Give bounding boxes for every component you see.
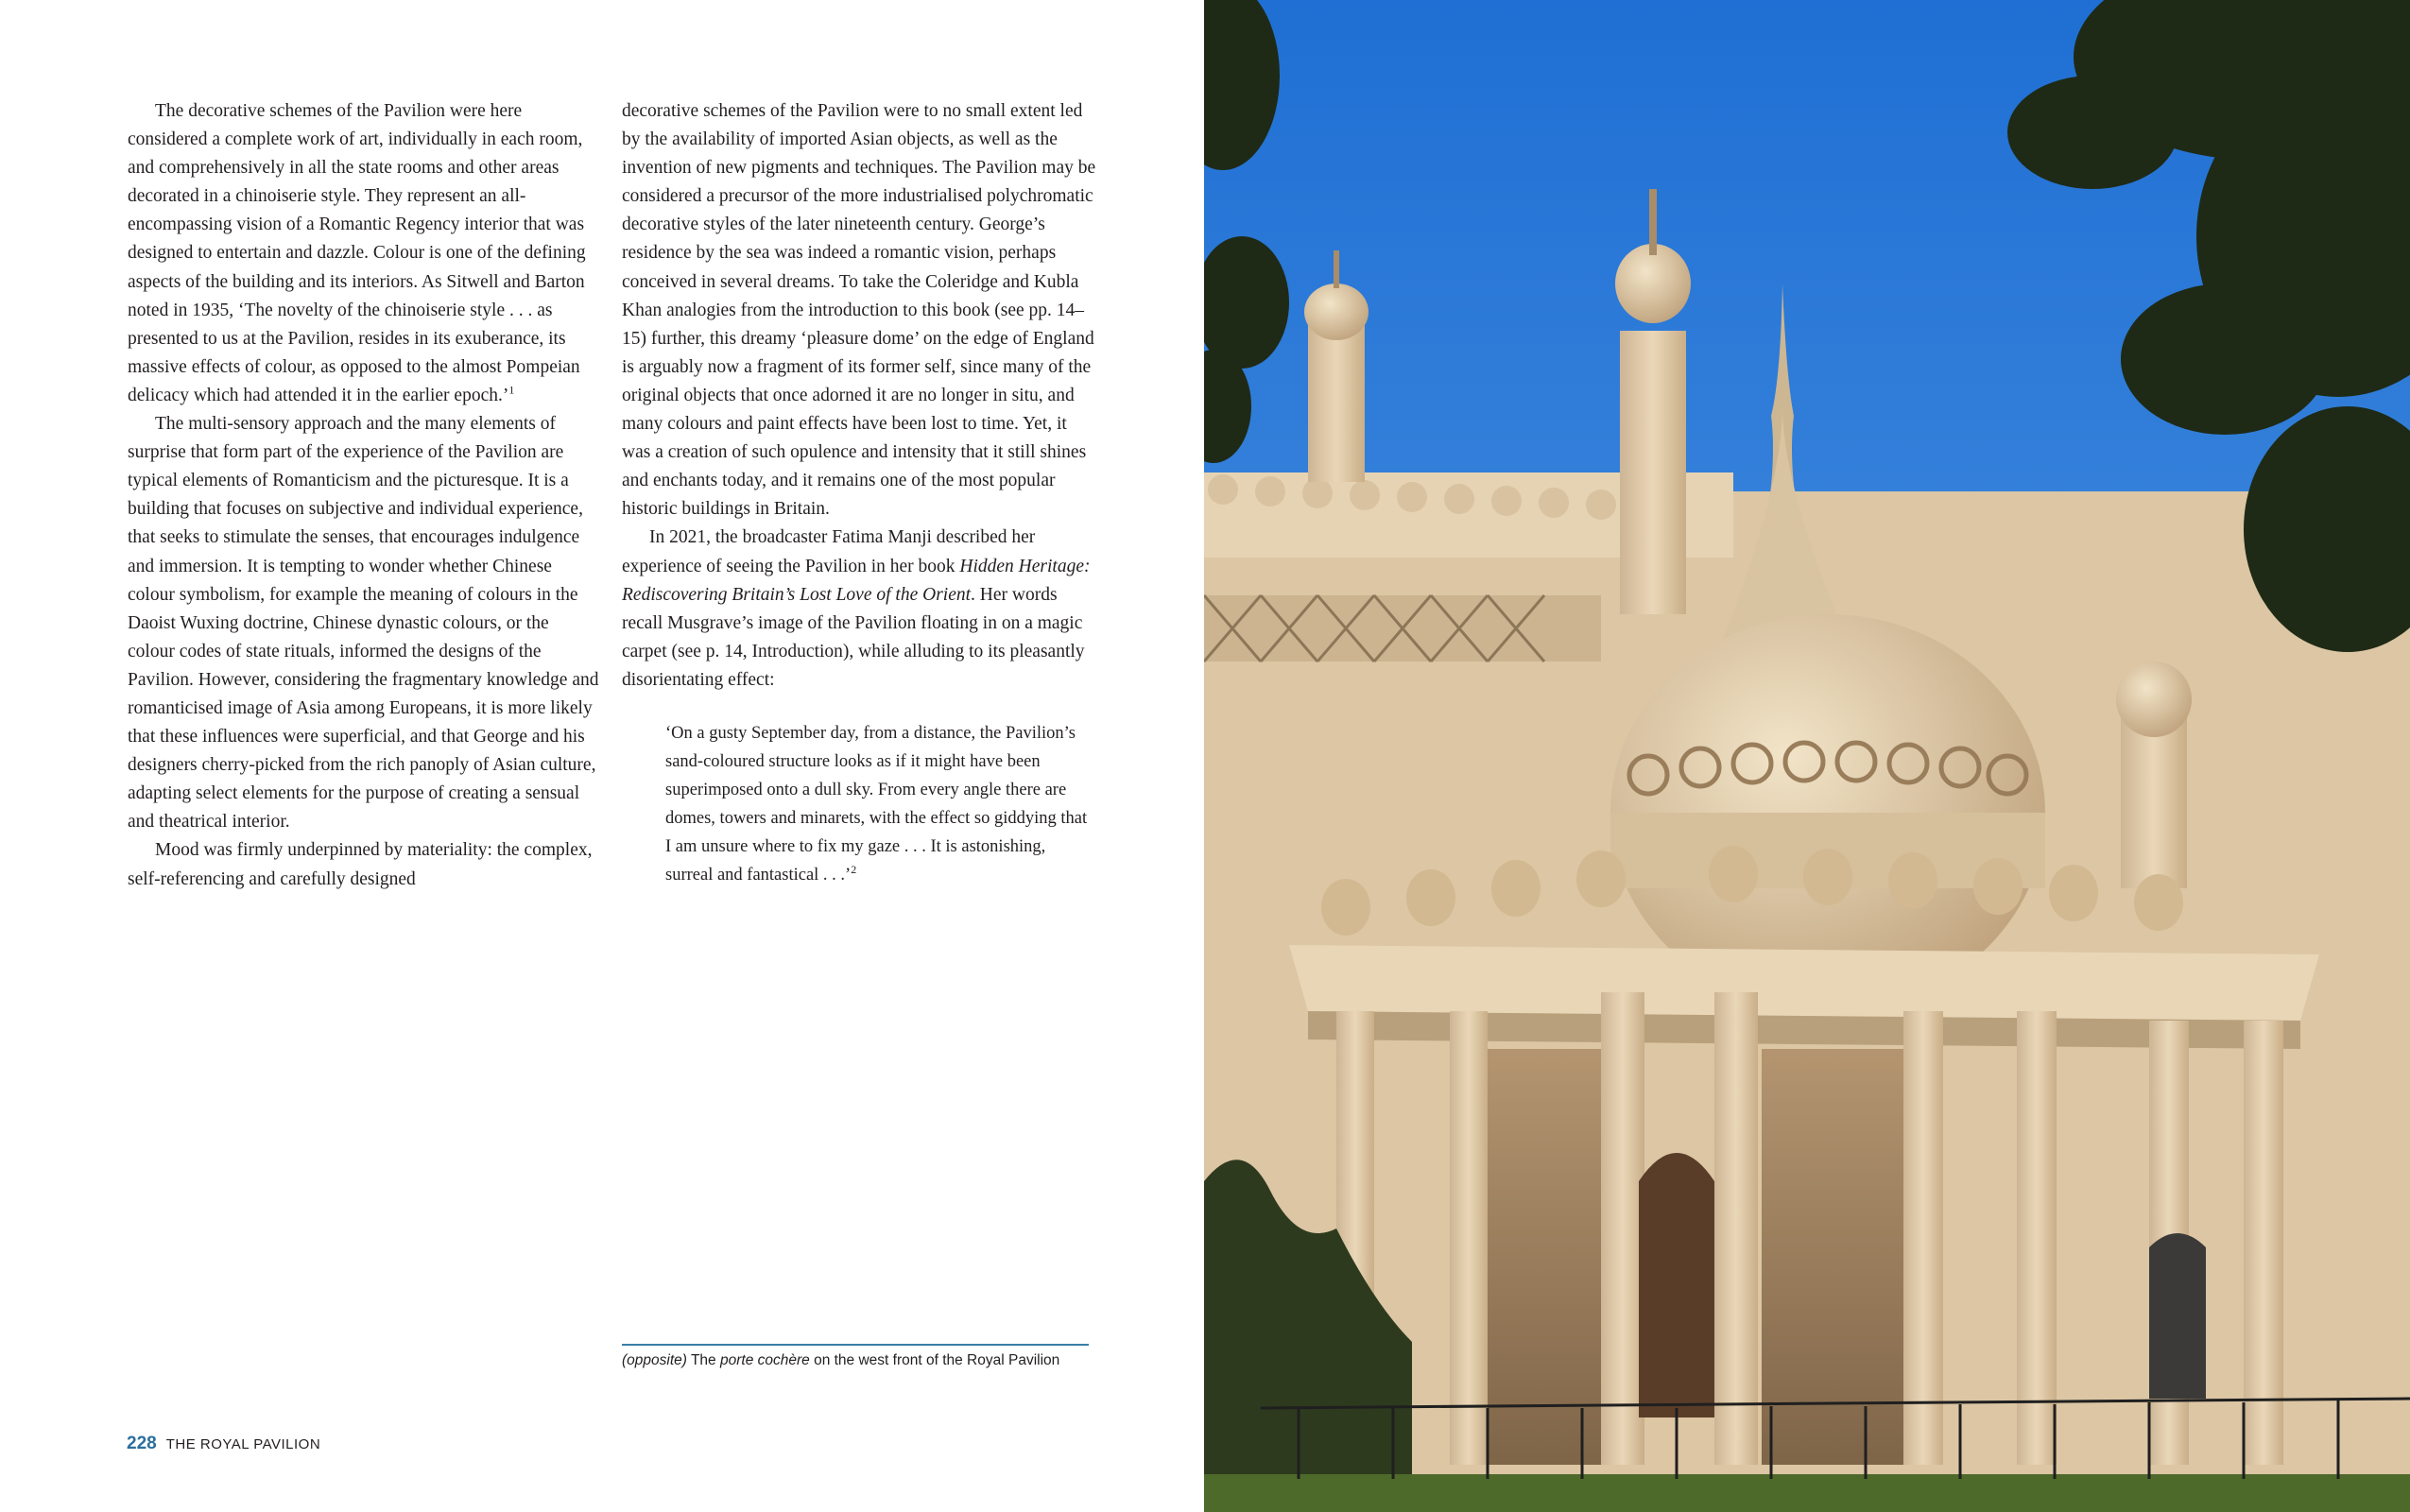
caption-pre: The (686, 1352, 720, 1368)
block-quote (665, 719, 1091, 889)
body-paragraph (622, 524, 1096, 695)
text-run: In 2021, the broadcaster Fatima Manji described her experience of seeing the Pavilion in her book (622, 527, 1036, 576)
body-paragraph (128, 97, 600, 410)
footnote-marker: 2 (851, 862, 857, 876)
running-title: THE ROYAL PAVILION (165, 1436, 321, 1452)
photo-illustration (1204, 0, 2410, 1512)
text-run: ‘On a gusty September day, from a distance, the Pavilion’s sand-coloured structure looks as if it might have been superimposed onto a dull sky. From every angle there are domes, towers and minarets, with the effect so giddying that I am unsure where to fix my gaze . . . It is astonishing, surreal and fantastical . . .’ (665, 723, 1088, 885)
caption-post: on the west front of the Royal Pavilion (809, 1352, 1060, 1368)
caption-prefix: (opposite) (622, 1352, 687, 1368)
text-run: The decorative schemes of the Pavilion were here considered a complete work of art, individually in each room, and comprehensively in all the state rooms and other areas decorated in a chinoiserie style. They represent an all-encompassing vision of a Romantic Regency interior that was designed to entertain and dazzle. Colour is one of the defining aspects of the building and its interiors. As Sitwell and Barton noted in 1935, ‘The novelty of the chinoiserie style . . . as presented to us at the Pavilion, resides in its exuberance, its massive effects of colour, as opposed to the almost Pompeian delicacy which had attended it in the earlier epoch.’ (128, 101, 586, 405)
text-run: decorative schemes of the Pavilion were to no small extent led by the availability of imported Asian objects, as well as the invention of new pigments and techniques. The Pavilion may be considered a precursor of the more industrialised polychromatic decorative styles of the later nineteenth century. George’s residence by the sea was indeed a romantic vision, perhaps conceived in several dreams. To take the Coleridge and Kubla Khan analogies from the introduction to this book (see pp. 14–15) further, this dreamy ‘pleasure dome’ on the edge of England is arguably now a fragment of its former self, since many of the original objects that once adorned it are no longer in situ, and many colours and paint effects have been lost to time. Yet, it was a creation of such opulence and intensity that it still shines and enchants today, and it remains one of the most popular historic buildings in Britain. (622, 101, 1096, 520)
left-page (0, 0, 1204, 1512)
body-paragraph (128, 836, 600, 893)
footnote-marker: 1 (508, 383, 515, 397)
italic-title: Hidden Heritage: Rediscovering Britain’s Lost Love of the Orient (622, 556, 1091, 605)
caption-rule (622, 1344, 1089, 1346)
folio (127, 1434, 320, 1454)
text-column-left (128, 97, 600, 894)
caption-italic: porte cochère (719, 1352, 810, 1368)
body-paragraph (622, 97, 1096, 524)
text-column-right (622, 97, 1096, 889)
photo-caption (622, 1351, 1094, 1370)
page-number: 228 (127, 1434, 157, 1453)
text-run: . Her words recall Musgrave’s image of the Pavilion floating in on a magic carpet (see p. 14, Introduction), while alluding to its pleasantly disorientating effect: (622, 584, 1085, 690)
body-paragraph (128, 410, 600, 836)
text-run: The multi-sensory approach and the many elements of surprise that form part of the experience of the Pavilion are typical elements of Romanticism and the picturesque. It is a building that focuses on subjective and individual experience, that seeks to stimulate the senses, that encourages indulgence and immersion. It is tempting to wonder whether Chinese colour symbolism, for example the meaning of colours in the Daoist Wuxing doctrine, Chinese dynastic colours, or the colour codes of state rituals, informed the designs of the Pavilion. However, considering the fragmentary knowledge and romanticised image of Asia among Europeans, it is more likely that these influences were superficial, and that George and his designers cherry-picked from the rich panoply of Asian culture, adapting select elements for the purpose of creating a sensual and theatrical interior. (128, 414, 599, 833)
royal-pavilion-photo (1204, 0, 2410, 1512)
text-run: Mood was firmly underpinned by materiality: the complex, self-referencing and carefully designed (128, 840, 593, 889)
